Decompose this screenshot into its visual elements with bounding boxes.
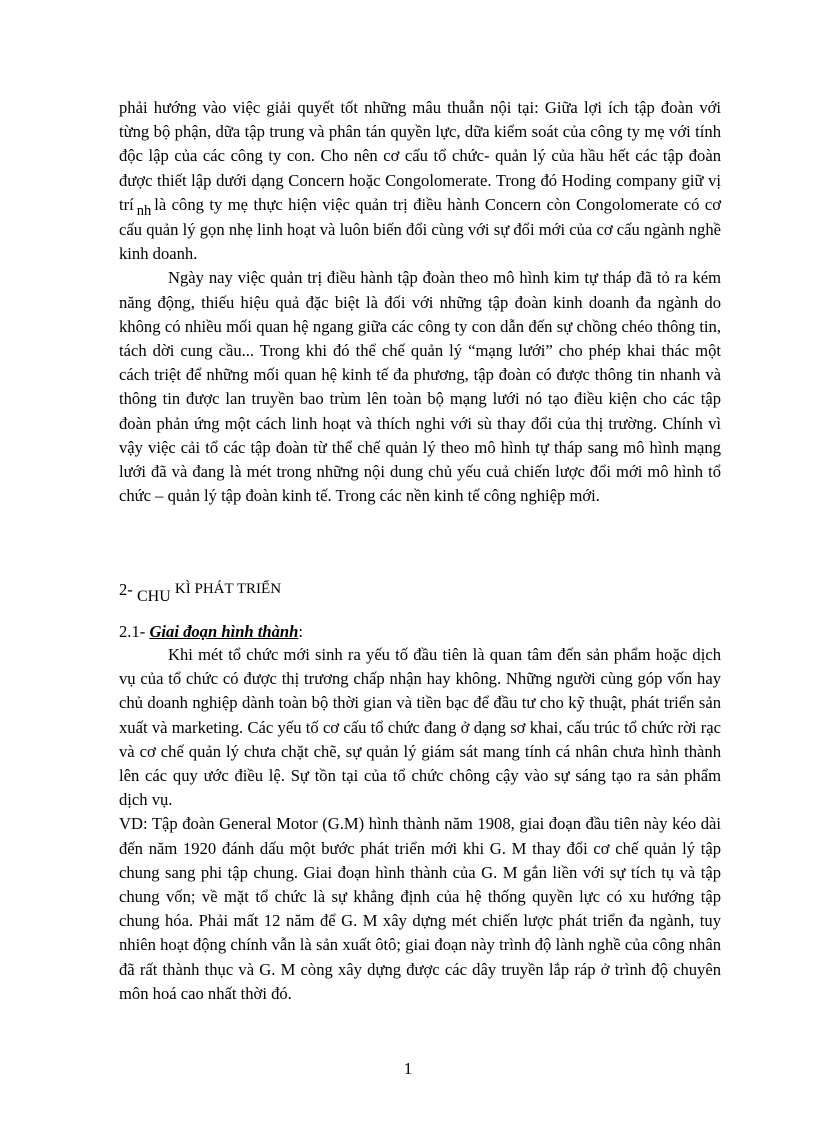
page-number: 1 <box>403 1059 413 1078</box>
section-2-1-heading <box>119 620 303 644</box>
paragraph-1-part-b: là công ty mẹ thực hiện việc quản trị điều hành Concern còn Congolomerate có cơ cấu quản lý gọn nhẹ linh hoạt và luôn biến đổi cùng với sự đổi mới của cơ cấu ngành nghề kinh doanh. <box>119 194 721 264</box>
paragraph-2: Ngày nay việc quản trị điều hành tập đoàn theo mô hình kim tự tháp đã tỏ ra kém năng động, thiếu hiệu quả đặc biệt là đối với những tập đoàn kinh doanh đa ngành do không có nhiều mối quan hệ ngang giữa các công ty con dẫn đến sự chồng chéo thông tin, tách dời cung cầu... Trong khi đó thể chế quản lý “mạng lưới” cho phép khai thác một cách triệt để những mối quan hệ kinh tế đa phương, tập đoàn có được thông tin nhanh và thông tin được lan truyền bao trùm lên toàn bộ mạng lưới nó tạo điều kiện cho các tập đoàn phản ứng một cách linh hoạt và thích nghi với sù thay đổi của thị trường. Chính vì vậy việc cải tổ các tập đoàn từ thể chế quản lý theo mô hình tự tháp sang mô hình mạng lưới đã và đang là mét trong những nội dung chủ yếu cuả chiến lược đổi mới mô hình tổ chức – quản lý tập đoàn kinh tế. Trong các nền kinh tế công nghiệp mới. <box>119 268 721 506</box>
section-2-1-title: Giai đoạn hình thành <box>149 622 299 641</box>
section-2-chu: CHU <box>136 588 171 605</box>
section-2-title: KÌ PHÁT TRIỂN <box>174 581 282 597</box>
paragraph-4: VD: Tập đoàn General Motor (G.M) hình thành năm 1908, giai đoạn đầu tiên này kéo dài đến năm 1920 đánh dấu một bước phát triển mới khi G. M thay đổi cơ chế quản lý tập chung sang phi tập chung. Giai đoạn hình thành của G. M gắn liền với sự tích tụ và tập chung vốn; về mặt tổ chức là sự khẳng định của hệ thống quyền lực có xu hướng tập chung hóa. Phải mất 12 năm để G. M xây dựng mét chiến lược phát triển đa ngành, tuy nhiên hoạt động chính vẫn là sản xuất ôtô; giai đoạn này trình độ lành nghề của công nhân đã rất thành thục và G. M còng xây dựng được các dây truyền lắp ráp ở trình độ chuyên môn hoá cao nhất thời đó. <box>119 814 721 1003</box>
paragraph-1-part-a: phải hướng vào việc giải quyết tốt những mâu thuẫn nội tại: Giữa lợi ích tập đoàn với từng bộ phận, dữa tập trung và phân tán quyền lực, dữa kiểm soát của công ty mẹ với tính độc lập của các công ty con. Cho nên cơ cấu tổ chức- quản lý của hầu hết các tập đoàn được thiết lập dưới dạng Concern hoặc Congolomerate. Trong đó Hoding company giữ vị trí <box>119 98 721 214</box>
section-2-1-colon: : <box>298 622 304 641</box>
paragraph-1-nh: nh <box>136 202 152 219</box>
paragraph-1 <box>119 96 721 266</box>
text-block-intro <box>119 96 721 508</box>
section-2-heading <box>119 578 281 603</box>
section-2-1-number: 2.1- <box>119 622 146 641</box>
paragraph-3: Khi mét tổ chức mới sinh ra yếu tố đầu tiên là quan tâm đến sản phẩm hoặc dịch vụ của tổ chức có được thị trương chấp nhận hay không. Những người cùng góp vốn hay chủ doanh nghiệp dành toàn bộ thời gian và tiền bạc để đầu tư cho kỹ thuật, phát triển sản xuất và marketing. Các yếu tố cơ cấu tổ chức đang ở dạng sơ khai, cấu trúc tổ chức rời rạc và cơ chế quản lý chưa chặt chẽ, sự quản lý giám sát mang tính cá nhân chưa hình thành lên các quy ước điều lệ. Sự tồn tại của tổ chức chông cậy vào sự sáng tạo ra sản phẩm dịch vụ. <box>119 645 721 810</box>
text-block-section-2-1 <box>119 643 721 1006</box>
section-2-number: 2- <box>119 580 133 599</box>
